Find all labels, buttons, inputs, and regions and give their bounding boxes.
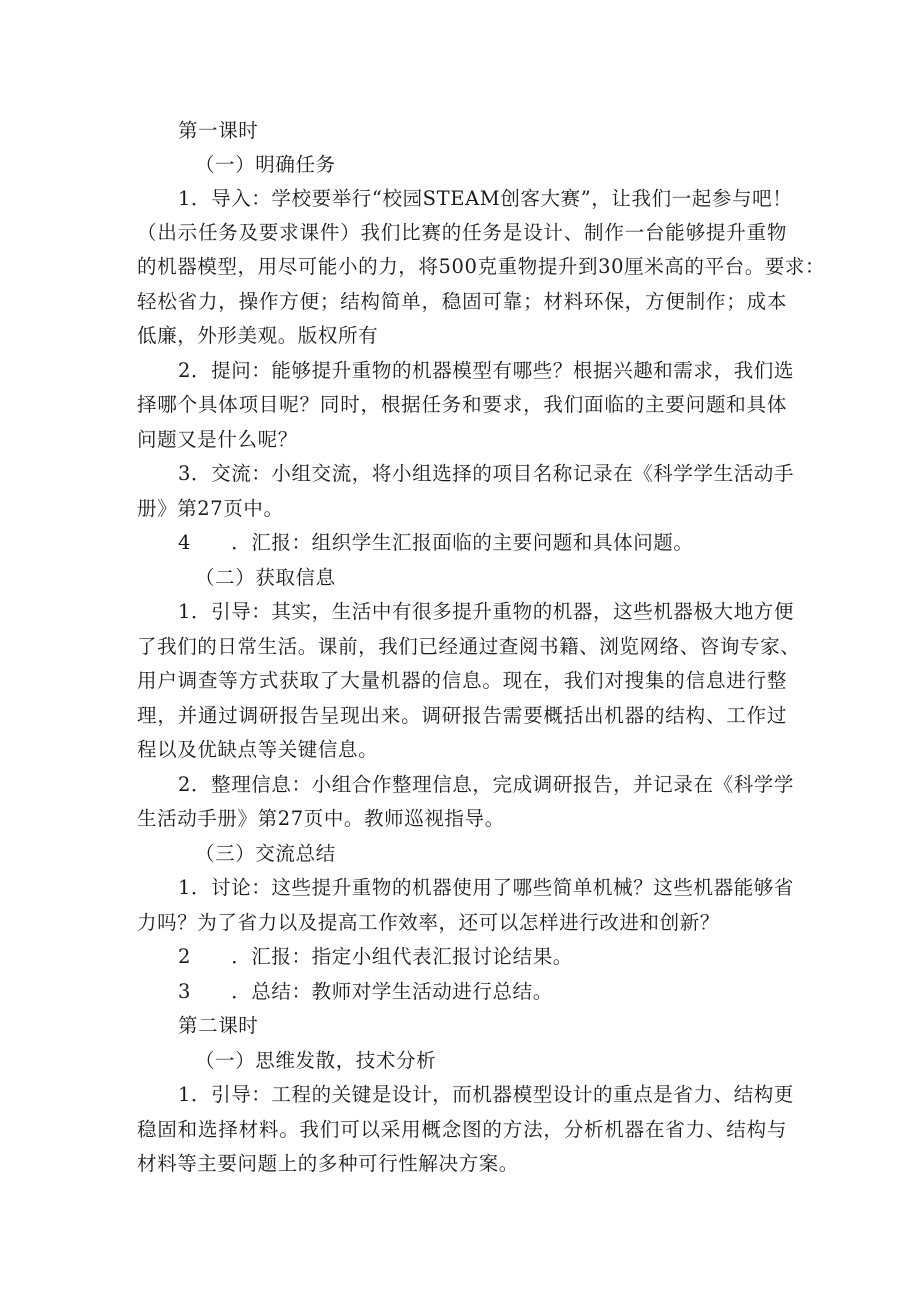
section-4-heading: （一）思维发散，技术分析 (195, 1049, 437, 1072)
section-1-heading: （一）明确任务 (195, 153, 336, 176)
paragraph-line: 2 ．汇报：指定小组代表汇报讨论结果。 (178, 945, 573, 968)
paragraph-line: 轻松省力，操作方便；结构简单，稳固可靠；材料环保，方便制作；成本 (137, 290, 787, 313)
lesson-2-heading: 第二课时 (178, 1014, 259, 1037)
paragraph-line: 3 ．总结：教师对学生活动进行总结。 (178, 980, 553, 1003)
paragraph-line: 的机器模型，用尽可能小的力，将500克重物提升到30厘米高的平台。要求： (137, 255, 826, 278)
section-3-heading: （三）交流总结 (195, 842, 336, 865)
paragraph-line: 理，并通过调研报告呈现出来。调研报告需要概括出机器的结构、工作过 (137, 704, 787, 727)
section-2-heading: （二）获取信息 (195, 566, 336, 589)
paragraph-line: （出示任务及要求课件）我们比赛的任务是设计、制作一台能够提升重物 (137, 221, 787, 244)
paragraph-line: 生活动手册》第27页中。教师巡视指导。 (137, 807, 505, 830)
paragraph-line: 册》第27页中。 (137, 497, 284, 520)
paragraph-line: 材料等主要问题上的多种可行性解决方案。 (137, 1152, 519, 1175)
paragraph-line: 1．引导：工程的关键是设计，而机器模型设计的重点是省力、结构更 (178, 1083, 795, 1106)
paragraph-line: 程以及优缺点等关键信息。 (137, 738, 379, 761)
paragraph-line: 4 ．汇报：组织学生汇报面临的主要问题和具体问题。 (178, 531, 694, 554)
paragraph-line: 3．交流：小组交流，将小组选择的项目名称记录在《科学学生活动手 (178, 462, 795, 485)
paragraph-line: 问题又是什么呢？ (137, 428, 298, 451)
paragraph-line: 2．提问：能够提升重物的机器模型有哪些？根据兴趣和需求，我们选 (178, 359, 795, 382)
paragraph-line: 了我们的日常生活。课前，我们已经通过查阅书籍、浏览网络、咨询专家、 (137, 635, 801, 658)
paragraph-line: 择哪个具体项目呢？同时，根据任务和要求，我们面临的主要问题和具体 (137, 393, 787, 416)
paragraph-line: 用户调查等方式获取了大量机器的信息。现在，我们对搜集的信息进行整 (137, 669, 787, 692)
paragraph-line: 低廉，外形美观。版权所有 (137, 324, 379, 347)
paragraph-line: 2．整理信息：小组合作整理信息，完成调研报告，并记录在《科学学 (178, 773, 795, 796)
lesson-1-heading: 第一课时 (178, 119, 259, 142)
paragraph-line: 1．讨论：这些提升重物的机器使用了哪些简单机械？这些机器能够省 (178, 876, 795, 899)
paragraph-line: 力吗？为了省力以及提高工作效率，还可以怎样进行改进和创新？ (137, 911, 720, 934)
paragraph-line: 1．导入：学校要举行“校园STEAM创客大赛”，让我们一起参与吧！ (178, 187, 793, 210)
paragraph-line: 稳固和选择材料。我们可以采用概念图的方法，分析机器在省力、结构与 (137, 1118, 787, 1141)
paragraph-line: 1．引导：其实，生活中有很多提升重物的机器，这些机器极大地方便 (178, 600, 795, 623)
